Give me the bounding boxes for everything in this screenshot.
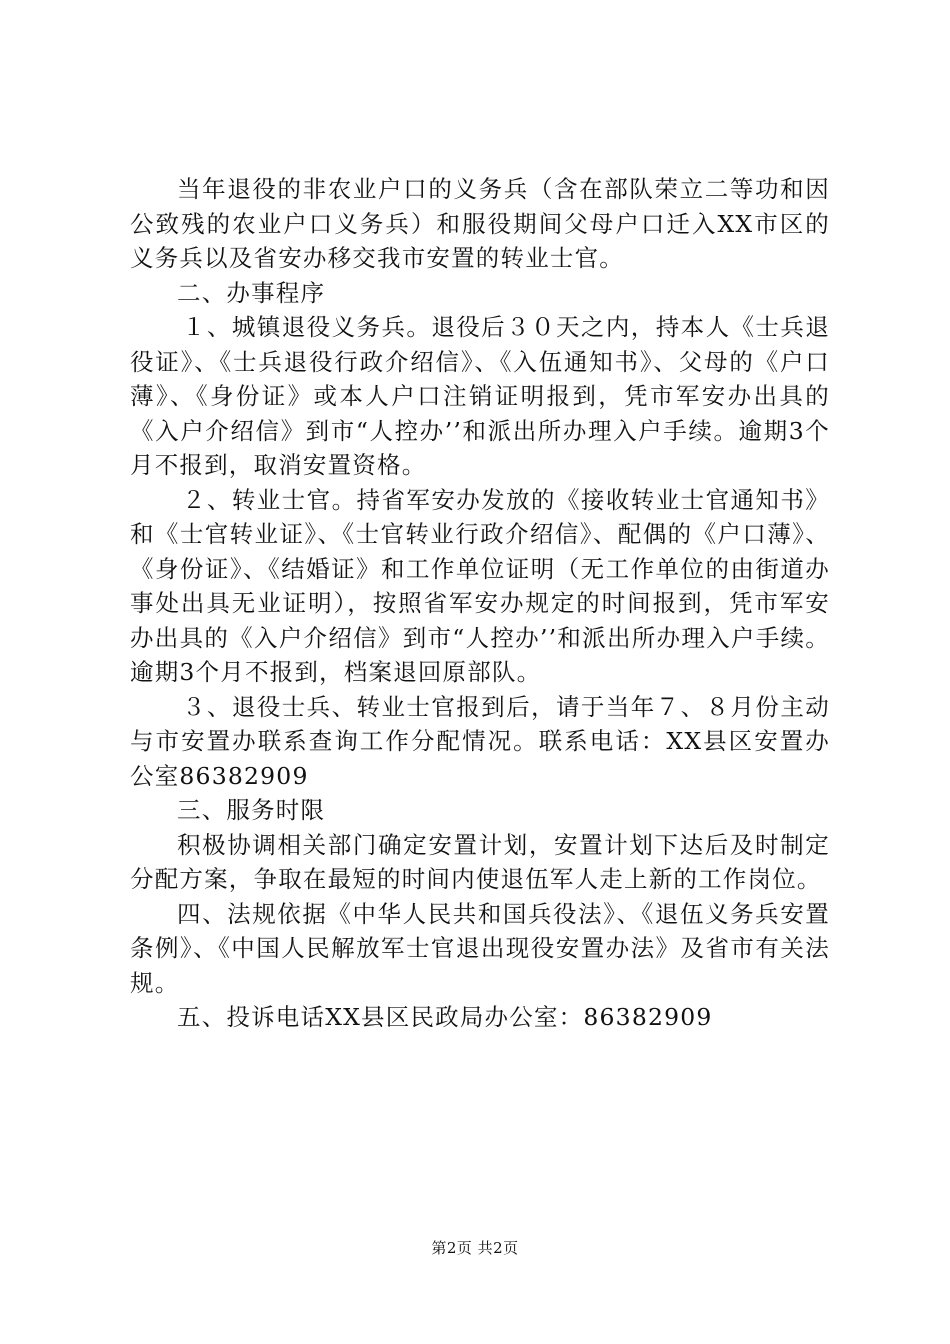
paragraph-legal-basis: 四、法规依据《中华人民共和国兵役法》、《退伍义务兵安置条例》、《中国人民解放军士官退出现役安置办法》及省市有关法规。 — [130, 899, 830, 997]
document-body — [130, 172, 830, 1035]
paragraph-complaint-phone: 五、投诉电话XX县区民政局办公室：86382909 — [177, 1003, 713, 1031]
paragraph-procedure-3: ３、退役士兵、转业士官报到后，请于当年７、８月份主动与市安置办联系查询工作分配情况。联系电话：XX县区安置办公室86382909 — [130, 692, 830, 790]
paragraph-procedure-1: １、城镇退役义务兵。退役后３０天之内，持本人《士兵退役证》、《士兵退役行政介绍信》、《入伍通知书》、父母的《户口薄》、《身份证》或本人户口注销证明报到，凭市军安办出具的《入户介绍信》到市“人控办’’和派出所办理入户手续。逾期3个月不报到，取消安置资格。 — [130, 313, 830, 479]
page-footer: 第2页 共2页 — [431, 1239, 519, 1257]
heading-service-time: 三、服务时限 — [177, 796, 326, 824]
heading-procedure: 二、办事程序 — [177, 278, 326, 307]
paragraph-eligibility: 当年退役的非农业户口的义务兵（含在部队荣立二等功和因公致残的农业户口义务兵）和服役期间父母户口迁入XX市区的义务兵以及省安办移交我市安置的转业士官。 — [130, 175, 830, 272]
paragraph-service-time: 积极协调相关部门确定安置计划，安置计划下达后及时制定分配方案，争取在最短的时间内使退伍军人走上新的工作岗位。 — [130, 830, 830, 893]
paragraph-procedure-2: ２、转业士官。持省军安办发放的《接收转业士官通知书》和《士官转业证》、《士官转业行政介绍信》、配偶的《户口薄》、《身份证》、《结婚证》和工作单位证明（无工作单位的由街道办事处出具无业证明），按照省军安办规定的时间报到，凭市军安办出具的《入户介绍信》到市“人控办’’和派出所办理入户手续。逾期3个月不报到，档案退回原部队。 — [130, 485, 830, 686]
